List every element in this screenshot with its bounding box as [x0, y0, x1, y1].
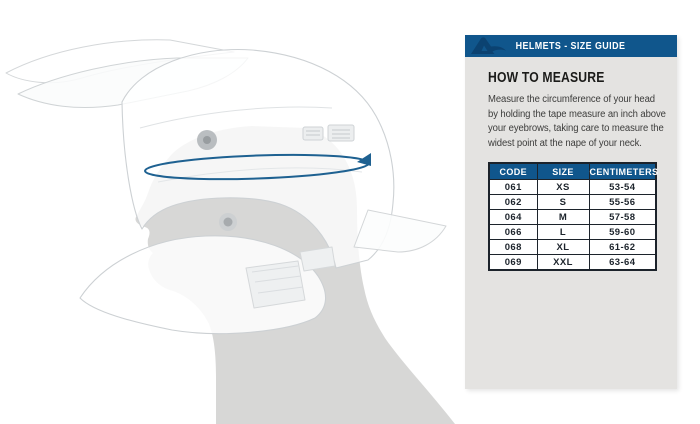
helmet-graphic: [6, 40, 446, 334]
table-row: [489, 195, 656, 210]
cell-code: 068: [489, 240, 537, 255]
size-table: [488, 162, 657, 271]
cell-code: 069: [489, 255, 537, 271]
helmet-emblem-icon: [197, 130, 217, 150]
measure-instructions: [488, 93, 666, 151]
cell-size: S: [537, 195, 589, 210]
panel-header: [465, 35, 677, 57]
cell-centimeters: 59-60: [589, 225, 656, 240]
cell-centimeters: 61-62: [589, 240, 656, 255]
cell-size: XS: [537, 180, 589, 195]
instructions-line: your eyebrows, taking care to measure the: [488, 123, 664, 135]
column-header: CODE: [489, 163, 537, 180]
size-table-header-row: [489, 163, 656, 180]
cell-size: M: [537, 210, 589, 225]
how-to-measure-heading: HOW TO MEASURE: [488, 70, 605, 86]
table-row: [489, 255, 656, 271]
cell-size: XXL: [537, 255, 589, 271]
panel-title: HELMETS - SIZE GUIDE: [516, 40, 626, 52]
cell-centimeters: 53-54: [589, 180, 656, 195]
cell-code: 062: [489, 195, 537, 210]
cell-centimeters: 63-64: [589, 255, 656, 271]
table-row: [489, 210, 656, 225]
column-header: CENTIMETERS: [589, 163, 656, 180]
visor-pivot-icon: [219, 213, 237, 231]
table-row: [489, 240, 656, 255]
cell-code: 061: [489, 180, 537, 195]
column-header: SIZE: [537, 163, 589, 180]
instructions-line: widest point at the nape of your neck.: [488, 137, 642, 149]
panel-body: [465, 57, 677, 389]
cell-code: 064: [489, 210, 537, 225]
cell-size: L: [537, 225, 589, 240]
cell-size: XL: [537, 240, 589, 255]
cell-centimeters: 57-58: [589, 210, 656, 225]
instructions-line: Measure the circumference of your head: [488, 94, 655, 105]
cell-centimeters: 55-56: [589, 195, 656, 210]
instructions-line: by holding the tape measure an inch above: [488, 108, 666, 120]
acerbis-logo-icon: [468, 35, 508, 57]
cell-code: 066: [489, 225, 537, 240]
size-guide-panel: [465, 35, 677, 389]
table-row: [489, 180, 656, 195]
table-row: [489, 225, 656, 240]
